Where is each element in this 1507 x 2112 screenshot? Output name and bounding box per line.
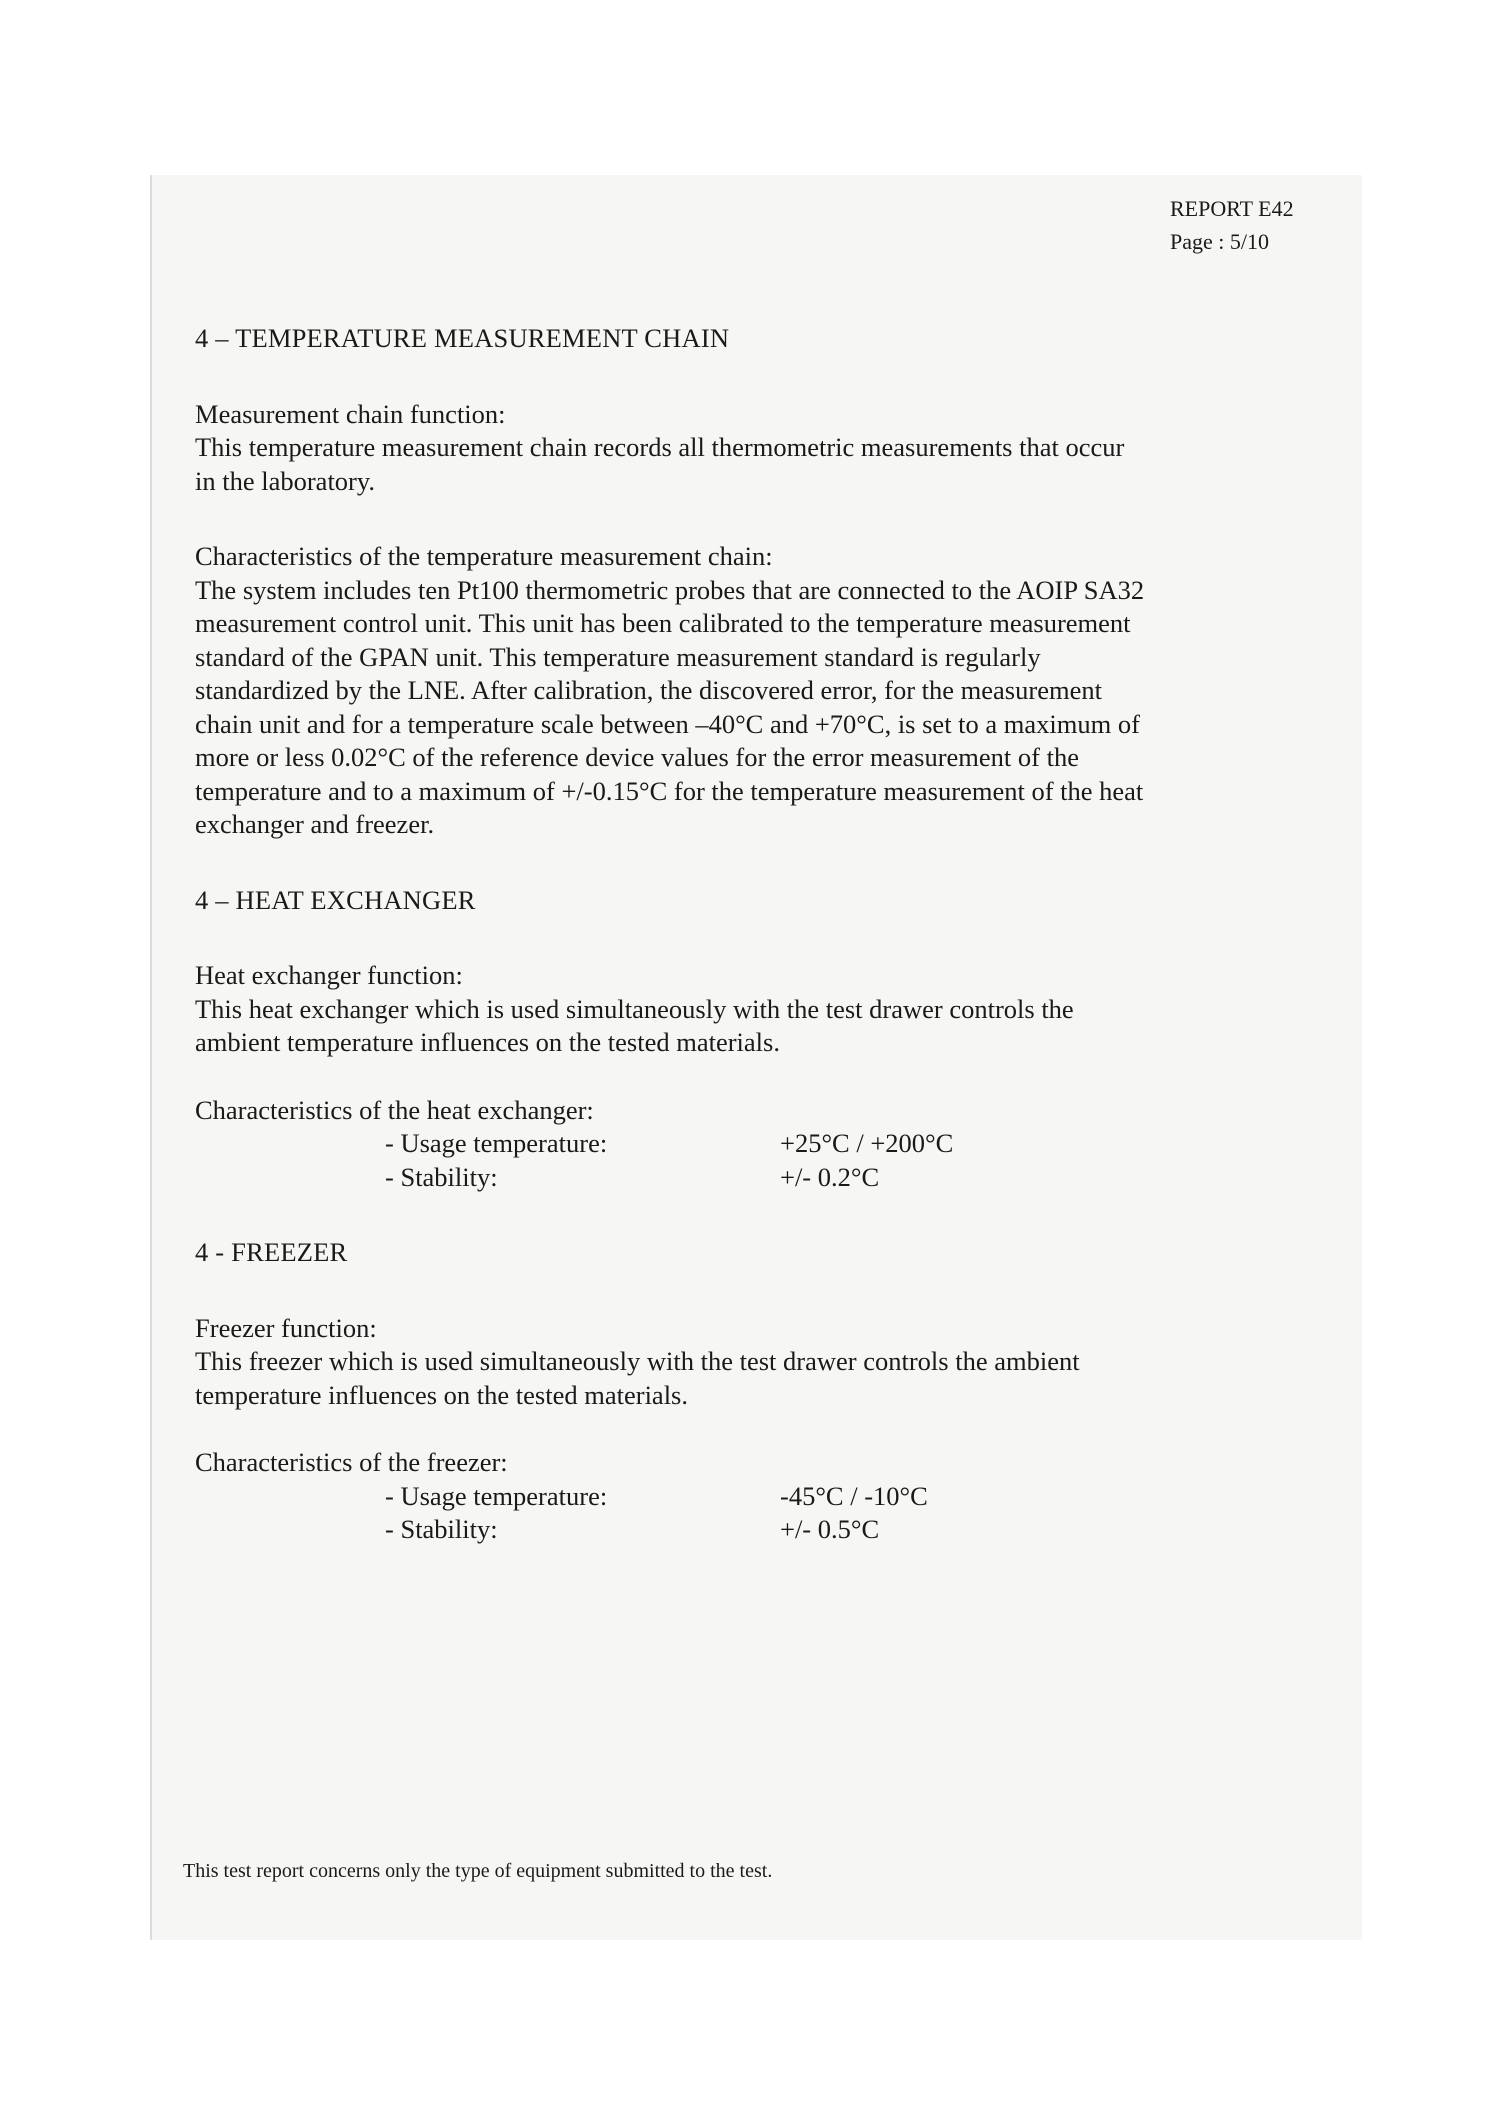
paragraph-line: in the laboratory. <box>195 465 376 496</box>
spec-table-heat-exchanger <box>195 1127 953 1194</box>
characteristics-title: Characteristics of the temperature measurement chain: <box>195 541 773 571</box>
section-heading-measurement-chain: 4 – TEMPERATURE MEASUREMENT CHAIN <box>195 323 730 353</box>
spec-value: -45°C / -10°C <box>780 1480 928 1511</box>
function-title: Freezer function: <box>195 1312 377 1343</box>
spec-table-freezer <box>195 1480 928 1547</box>
paragraph-line: standard of the GPAN unit. This temperature measurement standard is regularly <box>195 641 1041 672</box>
footer-disclaimer: This test report concerns only the type of equipment submitted to the test. <box>183 1860 773 1882</box>
paragraph-line: temperature influences on the tested materials. <box>195 1379 688 1410</box>
spec-label: - Usage temperature: <box>385 1128 608 1158</box>
paragraph-line: This freezer which is used simultaneously with the test drawer controls the ambient <box>195 1346 1080 1376</box>
paragraph-line: standardized by the LNE. After calibration, the discovered error, for the measurement <box>195 675 1102 705</box>
report-id: REPORT E42 <box>1170 196 1294 221</box>
paragraph-line: temperature and to a maximum of +/-0.15°C for the temperature measurement of the heat <box>195 775 1144 806</box>
page-number: Page : 5/10 <box>1170 229 1269 254</box>
spec-row <box>195 1127 953 1161</box>
paragraph-line: ambient temperature influences on the tested materials. <box>195 1027 780 1057</box>
spec-label: - Stability: <box>385 1514 498 1544</box>
report-body <box>195 322 1355 1547</box>
spec-label: - Usage temperature: <box>385 1480 608 1511</box>
spec-row <box>195 1480 928 1514</box>
paragraph-line: This temperature measurement chain records all thermometric measurements that occur <box>195 432 1125 462</box>
spec-value: +/- 0.2°C <box>780 1161 880 1192</box>
paragraph-line: chain unit and for a temperature scale between –40°C and +70°C, is set to a maximum of <box>195 708 1140 739</box>
spec-row <box>195 1513 928 1547</box>
paragraph-line: more or less 0.02°C of the reference device values for the error measurement of the <box>195 742 1079 772</box>
function-title: Heat exchanger function: <box>195 960 463 990</box>
spec-value: +/- 0.5°C <box>780 1514 880 1544</box>
characteristics-title: Characteristics of the freezer: <box>195 1447 508 1477</box>
section-heading-freezer: 4 - FREEZER <box>195 1237 348 1267</box>
paragraph-line: exchanger and freezer. <box>195 809 435 839</box>
function-title: Measurement chain function: <box>195 398 506 429</box>
characteristics-title: Characteristics of the heat exchanger: <box>195 1094 594 1125</box>
paragraph-line: The system includes ten Pt100 thermometric probes that are connected to the AOIP SA32 <box>195 574 1145 605</box>
section-heading-heat-exchanger: 4 – HEAT EXCHANGER <box>195 884 476 915</box>
spec-row <box>195 1161 953 1195</box>
spec-label: - Stability: <box>385 1161 498 1192</box>
report-header <box>1170 192 1294 258</box>
paragraph-line: measurement control unit. This unit has been calibrated to the temperature measurement <box>195 608 1131 638</box>
paragraph-line: This heat exchanger which is used simultaneously with the test drawer controls the <box>195 993 1074 1024</box>
spec-value: +25°C / +200°C <box>780 1128 954 1158</box>
